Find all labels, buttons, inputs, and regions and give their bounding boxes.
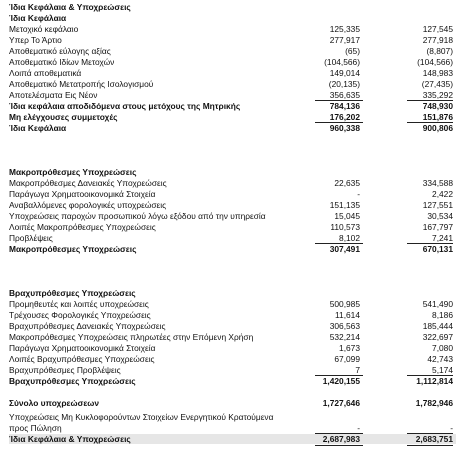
row-label: Μακροπρόθεσμες Υποχρεώσεις πληρωτέες στην Επόμενη Χρήση (9, 332, 254, 342)
total-rule (407, 445, 453, 446)
table-row (9, 35, 456, 45)
row-label: Σύνολο υποχρεώσεων (9, 398, 100, 408)
row-label: Προμηθευτές και λοιπές υποχρεώσεις (9, 299, 149, 309)
value-col-2: 151,876 (422, 112, 453, 122)
row-label: Λοιπά αποθεματικά (9, 68, 82, 78)
table-row (9, 24, 456, 34)
row-label: Υπερ Το Άρτιο (9, 35, 62, 45)
row-label: Αποθεματικό εύλογης αξίας (9, 46, 111, 56)
value-col-1: 1,420,155 (322, 376, 360, 386)
table-row (9, 200, 456, 210)
value-col-2: 7,080 (432, 343, 453, 353)
table-row (9, 46, 456, 56)
value-col-1: (20,135) (328, 79, 360, 89)
table-row (9, 398, 456, 408)
table-row (9, 101, 456, 111)
table-row (9, 423, 456, 433)
value-col-1: 67,099 (334, 354, 360, 364)
table-row (9, 332, 456, 342)
row-label: Ίδια Κεφάλαια (9, 13, 67, 23)
value-col-1: 500,985 (329, 299, 360, 309)
row-label: Ίδια Κεφάλαια & Υποχρεώσεις (9, 434, 131, 444)
table-row (9, 266, 456, 276)
row-label: Βραχυπρόθεσμες Υποχρεώσεις (9, 288, 136, 298)
value-col-2: 1,112,814 (416, 376, 453, 386)
row-label: Μακροπρόθεσμες Υποχρεώσεις (9, 167, 137, 177)
row-label: Υποχρεώσεις παροχών προσωπικού λόγω εξόδου από την υπηρεσία (9, 211, 266, 221)
value-col-1: 306,563 (329, 321, 360, 331)
value-col-1: 307,491 (329, 244, 360, 254)
table-row (9, 354, 456, 364)
value-col-2: 8,186 (432, 310, 453, 320)
table-row (9, 189, 456, 199)
table-row (9, 167, 456, 177)
value-col-2: - (450, 423, 453, 433)
table-row (9, 145, 456, 155)
value-col-1: 1,673 (339, 343, 360, 353)
value-col-1: - (357, 423, 360, 433)
table-row (9, 57, 456, 67)
value-col-2: (27,435) (421, 79, 453, 89)
value-col-2: 322,697 (422, 332, 453, 342)
row-label: Μακροπρόθεσμες Δανειακές Υποχρεώσεις (9, 178, 167, 188)
value-col-2: 148,983 (422, 68, 453, 78)
table-row (9, 211, 456, 221)
table-row (9, 112, 456, 122)
table-row (9, 68, 456, 78)
value-col-1: (65) (345, 46, 360, 56)
row-label: Τρέχουσες Φορολογικές Υποχρεώσεις (9, 310, 151, 320)
value-col-1: 2,687,983 (322, 434, 360, 444)
value-col-2: 7,241 (432, 233, 453, 243)
row-label: Αποθεματικό Ιδίων Μετοχών (9, 57, 115, 67)
value-col-1: 11,614 (335, 310, 360, 320)
value-col-2: 900,806 (422, 123, 453, 133)
table-row-grand-total (9, 434, 456, 444)
value-col-1: 8,102 (339, 233, 360, 243)
table-row (9, 321, 456, 331)
row-label: Βραχυπρόθεσμες Υποχρεώσεις (9, 376, 136, 386)
value-col-2: 42,743 (427, 354, 453, 364)
row-label: Βραχυπρόθεσμες Προβλέψεις (9, 365, 121, 375)
value-col-1: 15,045 (334, 211, 360, 221)
row-label: Λοιπές Μακροπρόθεσμες Υποχρεώσεις (9, 222, 156, 232)
value-col-1: 151,135 (329, 200, 360, 210)
value-col-1: 149,014 (329, 68, 360, 78)
table-row (9, 222, 456, 232)
table-row (9, 90, 456, 100)
value-col-1: 176,202 (329, 112, 360, 122)
value-col-2: 2,422 (432, 189, 453, 199)
table-row (9, 288, 456, 298)
value-col-2: (8,807) (426, 46, 453, 56)
row-label: Αποθεματικό Μετατροπής Ισολογισμού (9, 79, 154, 89)
row-label: Αναβαλλόμενες φορολογικές υποχρεώσεις (9, 200, 167, 210)
value-col-1: (104,566) (324, 57, 360, 67)
value-col-2: 748,930 (422, 101, 453, 111)
table-row (9, 13, 456, 23)
row-label: Μη ελέγχουσες συμμετοχές (9, 112, 118, 122)
value-col-1: 22,635 (334, 178, 360, 188)
value-col-2: 670,131 (422, 244, 453, 254)
table-row (9, 343, 456, 353)
value-col-1: - (357, 189, 360, 199)
value-col-2: 334,588 (422, 178, 453, 188)
value-col-1: 277,917 (329, 35, 360, 45)
value-col-2: 127,545 (422, 24, 453, 34)
row-label: Μακροπρόθεσμες Υποχρεώσεις (9, 244, 137, 254)
row-label: Ίδια κεφάλαια αποδιδόμενα στους μετόχους της Μητρικής (9, 101, 241, 111)
value-col-1: 784,136 (329, 101, 360, 111)
value-col-1: 110,573 (330, 222, 360, 232)
row-label: Ίδια Κεφάλαια & Υποχρεώσεις (9, 2, 131, 12)
table-row (9, 79, 456, 89)
row-label: Υποχρεώσεις Μη Κυκλοφορούντων Στοιχείων Ενεργητικού Κρατούμενα (9, 412, 274, 422)
value-col-2: 541,490 (422, 299, 453, 309)
row-label: Παράγωγα Χρηματοοικονομικά Στοιχεία (9, 189, 156, 199)
table-row (9, 299, 456, 309)
table-row (9, 233, 456, 243)
row-label: Αποτελέσματα Εις Νέον (9, 90, 98, 100)
value-col-1: 7 (355, 365, 360, 375)
table-row (9, 376, 456, 386)
value-col-1: 356,635 (329, 90, 360, 100)
total-rule (315, 445, 363, 446)
table-row (9, 2, 456, 12)
value-col-2: 277,918 (422, 35, 453, 45)
value-col-2: 2,683,751 (415, 434, 453, 444)
table-row (9, 178, 456, 188)
table-row (9, 387, 456, 397)
value-col-2: 1,782,946 (415, 398, 453, 408)
row-label: Λοιπές Βραχυπρόθεσμες Υποχρεώσεις (9, 354, 155, 364)
table-row (9, 412, 456, 422)
value-col-2: 167,797 (422, 222, 453, 232)
table-row (9, 123, 456, 133)
row-label: Βραχυπρόθεσμες Δανειακές Υποχρεώσεις (9, 321, 166, 331)
row-label: Μετοχικό κεφάλαιο (9, 24, 79, 34)
value-col-1: 960,338 (329, 123, 360, 133)
table-row (9, 244, 456, 254)
value-col-1: 532,214 (329, 332, 360, 342)
value-col-2: 335,292 (422, 90, 453, 100)
value-col-1: 125,335 (329, 24, 360, 34)
value-col-2: (104,566) (417, 57, 453, 67)
value-col-2: 185,444 (422, 321, 453, 331)
value-col-2: 30,534 (427, 211, 453, 221)
row-label: προς Πώληση (9, 423, 62, 433)
value-col-1: 1,727,646 (322, 398, 360, 408)
row-label: Παράγωγα Χρηματοοικονομικά Στοιχεία (9, 343, 156, 353)
table-row (9, 310, 456, 320)
table-row (9, 365, 456, 375)
row-label: Προβλέψεις (9, 233, 53, 243)
value-col-2: 127,551 (422, 200, 453, 210)
value-col-2: 5,174 (432, 365, 453, 375)
row-label: Ίδια Κεφάλαια (9, 123, 67, 133)
